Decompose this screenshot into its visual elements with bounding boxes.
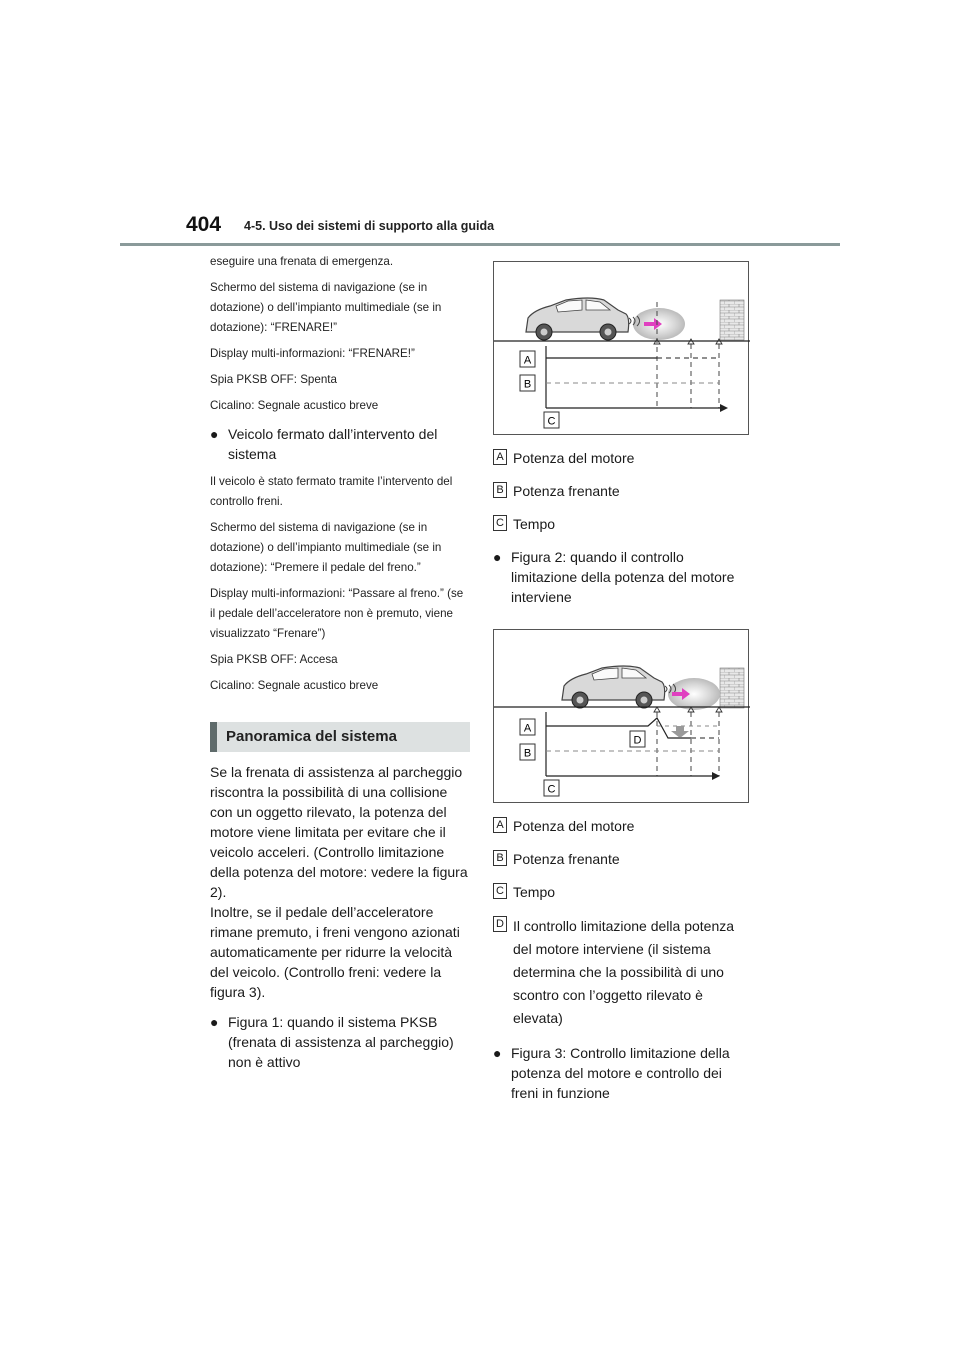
legend-text: Il controllo limitazione della potenza del motore interviene (il sistema determina che la possibilità di uno scontro con l’oggetto rilevato è elevata) [513,918,735,1026]
paragraph: Cicalino: Segnale acustico breve [210,399,379,412]
sensor-marker-icon [654,707,660,712]
bullet-text: Figura 1: quando il sistema PKSB (frenata di assistenza al parcheggio) non è attivo [228,1014,454,1070]
bullet-icon: ● [210,426,219,442]
bullet-figure-1 [210,1012,470,1072]
right-column [493,261,753,1111]
paragraph: Cicalino: Segnale acustico breve [210,679,379,692]
car-icon [526,298,640,340]
legend-item [493,514,753,534]
figure-2-diagram [493,629,749,803]
bullet-icon: ● [493,1045,502,1061]
paragraph: eseguire una frenata di emergenza. [210,255,394,268]
legend-item [493,448,753,468]
diagram-label-b: B [523,747,532,760]
diagram-label-c: C [547,783,556,796]
paragraph: Display multi-informazioni: “Passare al freno.” (se il pedale dell’acceleratore non è premuto, viene visualizzato “Frenare”) [210,587,464,640]
diagram-label-a: A [523,722,532,735]
wall-icon [720,668,744,708]
legend-key: B [493,482,507,498]
section-title: 4-5. Uso dei sistemi di supporto alla guida [244,219,495,233]
page-header [0,0,960,250]
legend-item-d [493,915,753,1030]
legend-text: Potenza frenante [513,851,620,867]
legend-key: C [493,515,507,531]
legend-text: Tempo [513,884,556,900]
panel-heading: Panoramica del sistema [210,722,470,752]
legend-text: Potenza del motore [513,450,635,466]
legend-key: C [493,883,507,899]
legend-item [493,849,753,869]
figure-1-diagram [493,261,749,435]
body-paragraph: Se la frenata di assistenza al parcheggio riscontra la possibilità di una collisione con un oggetto rilevato, la potenza del motore viene limitata per evitare che il veicolo acceleri. (Controllo limitazione della potenza del motore: vedere la figura 2). [210,764,468,900]
legend-key: A [493,817,507,833]
left-column [210,252,470,1080]
paragraph: Spia PKSB OFF: Spenta [210,373,337,386]
legend-item [493,816,753,836]
paragraph: Schermo del sistema di navigazione (se in dotazione) o dell’impianto multimediale (se in dotazione): “FRENARE!” [210,281,442,334]
body-paragraph: Inoltre, se il pedale dell’acceleratore rimane premuto, i freni vengono azionati automaticamente per ridurre la velocità del veicolo. (Controllo freni: vedere la figura 3). [210,904,460,1000]
car-icon [562,666,676,708]
legend-text: Potenza del motore [513,818,635,834]
bullet-icon: ● [210,1014,219,1030]
page-number: 404 [186,213,222,236]
paragraph: Display multi-informazioni: “FRENARE!” [210,347,415,360]
legend-text: Tempo [513,516,556,532]
bullet-figure-2 [493,547,753,607]
bullet-text: Figura 2: quando il controllo limitazione della potenza del motore interviene [511,549,735,605]
bullet-text: Figura 3: Controllo limitazione della potenza del motore e controllo dei freni in funzione [511,1045,730,1101]
legend-key: B [493,850,507,866]
diagram-label-b: B [523,378,532,391]
paragraph: Schermo del sistema di navigazione (se in dotazione) o dell’impianto multimediale (se in dotazione): “Premere il pedale del freno.” [210,521,442,574]
legend-key: A [493,449,507,465]
diagram-label-c: C [547,415,556,428]
bullet-heading [210,424,470,464]
diagram-label-d: D [633,734,642,747]
legend-item [493,882,753,902]
header-rule [120,243,840,246]
figure-1-svg [494,262,750,436]
diagram-label-a: A [523,354,532,367]
bullet-icon: ● [493,549,502,565]
figure-2-svg [494,630,750,804]
limit-arrow-icon [671,726,689,738]
bullet-figure-3 [493,1043,753,1103]
legend-item [493,481,753,501]
wall-icon [720,300,744,340]
bullet-text: Veicolo fermato dall’intervento del sistema [228,426,438,462]
paragraph: Il veicolo è stato fermato tramite l’intervento del controllo freni. [210,475,453,508]
paragraph: Spia PKSB OFF: Accesa [210,653,338,666]
legend-key: D [493,916,507,932]
legend-text: Potenza frenante [513,483,620,499]
